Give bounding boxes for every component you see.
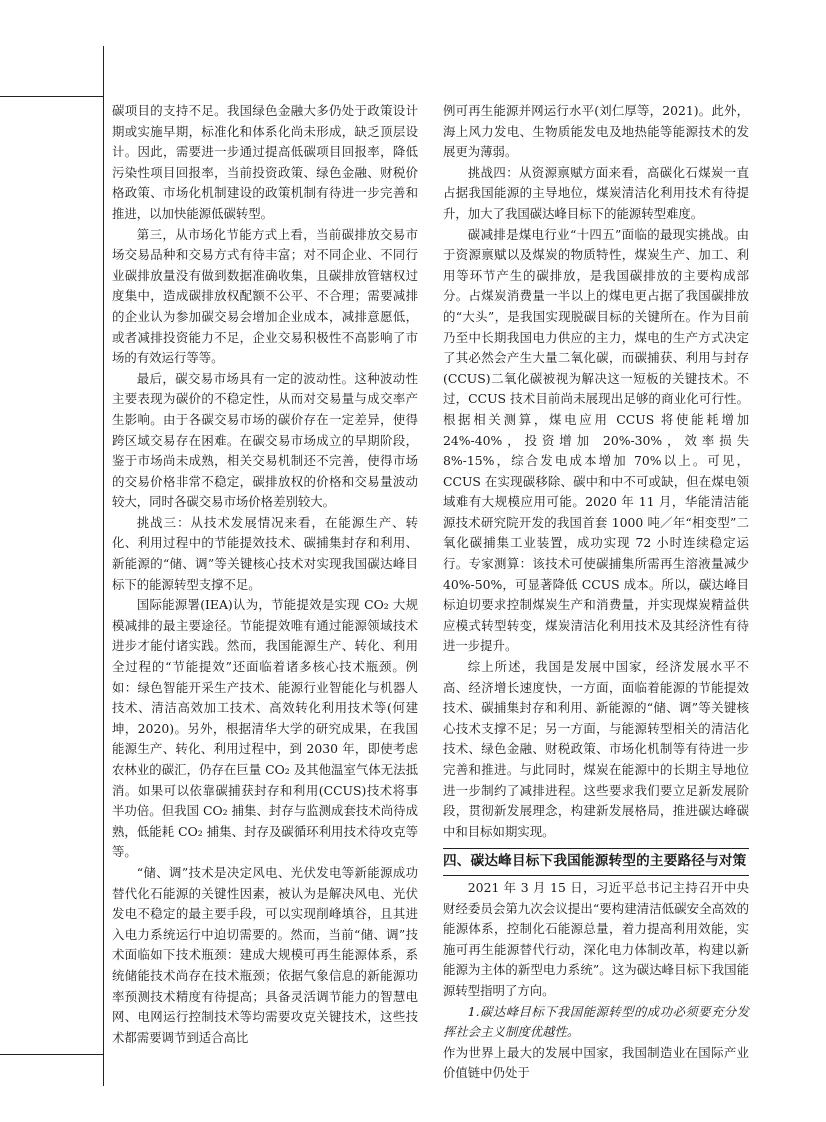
paragraph: 2021 年 3 月 15 日，习近平总书记主持召开中央财经委员会第九次会议提出“要构建清洁低碳安全高效的能源体系，控制化石能源总量，着力提高利用效能，实施可再生能源替代行动，深化电力体制改革，构建以新能源为主体的新型电力系统”。这为碳达峰目标下我国能源转型指明了方向。: [443, 879, 749, 998]
paragraph: 作为世界上最大的发展中国家，我国制造业在国际产业价值链中仍处于: [443, 1044, 749, 1081]
paragraph: 碳项目的支持不足。我国绿色金融大多仍处于政策设计期或实施早期，标准化和体系化尚未形成，缺乏顶层设计。因此，需要进一步通过提高低碳项目回报率，降低污染性项目回报率，当前投资政策、绿色金融、财税价格政策、市场化机制建设的政策机制有待进一步完善和推进，以加快能源低碳转型。: [112, 103, 418, 221]
crop-mark-bottom: [0, 1054, 103, 1055]
paragraph: 综上所述，我国是发展中国家，经济发展水平不高、经济增长速度快，一方面，面临着能源的节能提效技术、碳捕集封存和利用、新能源的“储、调”等关键核心技术支撑不足；另一方面，与能源转型相关的清洁化技术、绿色金融、财税政策、市场化机制等有待进一步完善和推进。与此同时，煤炭在能源中的长期主导地位进一步制约了减排进程。这些要求我们要立足新发展阶段，贯彻新发展理念，构建新发展格局，推进碳达峰碳中和目标如期实现。: [443, 659, 749, 839]
paragraph: “储、调”技术是决定风电、光伏发电等新能源成功替代化石能源的关键性因素，被认为是解决风电、光伏发电不稳定的最主要手段，可以实现削峰填谷，且其进入电力系统运行中迫切需要的。然而，当前“储、调”技术面临如下技术瓶颈：建成大规模可再生能源体系，系统储能技术尚存在技术瓶颈；依据气象信息的新能源功率预测技术精度有待提高；具备灵活调节能力的智慧电网、电网运行控制技术等均需要攻克关键技术，这些技术都需要调节到适合高比: [112, 864, 418, 1045]
paragraph: 最后，碳交易市场具有一定的波动性。这种波动性主要表现为碳价的不稳定性，从而对交易量与成交率产生影响。由于各碳交易市场的碳价存在一定差异，使得跨区域交易存在困难。在碳交易市场成立的早期阶段，鉴于市场尚未成熟，相关交易机制还不完善，使得市场的交易价格非常不稳定，碳排放权的价格和交易量波动较大，同时各碳交易市场价格差别较大。: [112, 370, 418, 510]
left-column: [112, 101, 418, 1048]
section-heading: 四、碳达峰目标下我国能源转型的主要路径与对策: [443, 848, 749, 876]
subsection-heading: 1.碳达峰目标下我国能源转型的成功必须要充分发挥社会主义制度优越性。: [443, 1003, 749, 1040]
paragraph: 第三，从市场化节能方式上看，当前碳排放交易市场交易品种和交易方式有待丰富；对不同企业、不同行业碳排放量没有做到数据准确收集，且碳排放管辖权过度集中，造成碳排放权配额不公平、不合理；需要减排的企业认为参加碳交易会增加企业成本，减排意愿低，或者减排投资能力不足，企业交易积极性不高影响了市场的有效运行等等。: [112, 226, 418, 366]
paragraph: 挑战三：从技术发展情况来看，在能源生产、转化、利用过程中的节能提效技术、碳捕集封存和利用、新能源的“储、调”等关键核心技术对实现我国碳达峰目标下的能源转型支撑不足。: [112, 514, 418, 592]
paragraph: 挑战四：从资源禀赋方面来看，高碳化石煤炭一直占据我国能源的主导地位，煤炭清洁化利用技术有待提升，加大了我国碳达峰目标下的能源转型难度。: [443, 164, 749, 221]
paragraph: 例可再生能源并网运行水平(刘仁厚等，2021)。此外，海上风力发电、生物质能发电及地热能等能源技术的发展更为薄弱。: [443, 103, 749, 160]
paragraph: 国际能源署(IEA)认为，节能提效是实现 CO₂ 大规模减排的最主要途径。节能提效唯有通过能源领域技术进步才能付诸实践。然而，我国能源生产、转化、利用全过程的“节能提效”还面临着诸多核心技术瓶颈。例如：绿色智能开采生产技术、能源行业智能化与机器人技术、清洁高效加工技术、高效转化利用技术等(何建坤，2020)。另外，根据清华大学的研究成果，在我国能源生产、转化、利用过程中，到 2030 年，即使考虑农林业的碳汇，仍存在巨量 CO₂ 及其他温室气体无法抵消。如果可以依靠碳捕获封存和利用(CCUS)技术将事半功倍。但我国 CO₂ 捕集、封存与监测成套技术尚待成熟，低能耗 CO₂ 捕集、封存及碳循环利用技术待攻克等等。: [112, 597, 418, 860]
crop-mark-top: [0, 96, 103, 97]
right-column: [443, 101, 749, 1084]
crop-mark-vertical: [103, 46, 104, 1086]
paragraph: 碳减排是煤电行业“十四五”面临的最现实挑战。由于资源禀赋以及煤炭的物质特性，煤炭生产、加工、利用等环节产生的碳排放，是我国碳排放的主要构成部分。占煤炭消费量一半以上的煤电更占据了我国碳排放的“大头”，是我国实现脱碳目标的关键所在。作为目前乃至中长期我国电力供应的主力，煤电的生产方式决定了其必然会产生大量二氧化碳，而碳捕获、利用与封存(CCUS)二氧化碳被视为解决这一短板的关键技术。不过，CCUS 技术目前尚未展现出足够的商业化可行性。根据相关测算，煤电应用 CCUS 将使能耗增加 24%-40%，投资增加 20%-30%，效率损失 8%-15%，综合发电成本增加 70%以上。可见，CCUS 在实现碳移除、碳中和中不可或缺，但在煤电领域难有大规模应用可能。2020 年 11 月，华能清洁能源技术研究院开发的我国首套 1000 吨／年“相变型”二氧化碳捕集工业装置，成功实现 72 小时连续稳定运行。专家测算：该技术可使碳捕集所需再生溶液量减少 40%-50%，可显著降低 CCUS 成本。所以，碳达峰目标迫切要求控制煤炭生产和消费量，并实现煤炭精益供应模式转型转变，煤炭清洁化利用技术及其经济性有待进一步提升。: [443, 226, 749, 654]
